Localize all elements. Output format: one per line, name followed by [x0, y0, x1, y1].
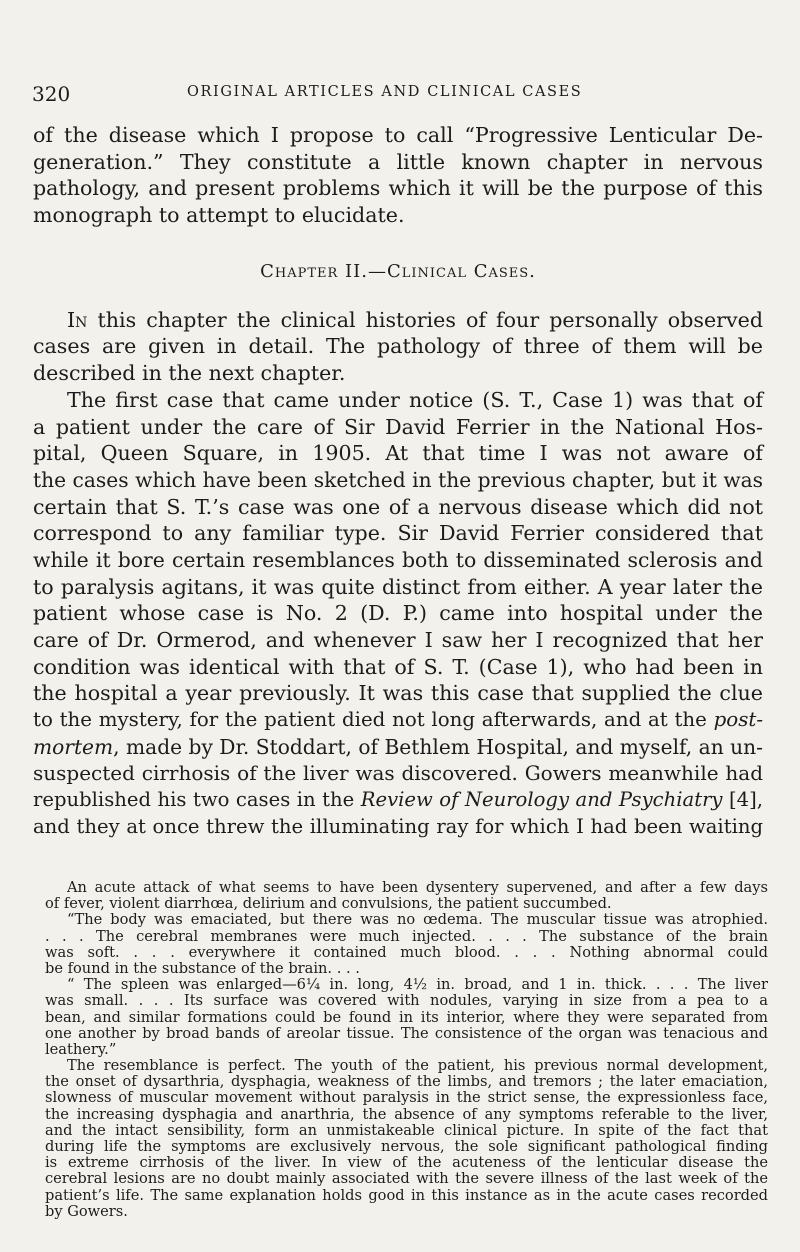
footnote-block: [45, 880, 768, 1220]
text-span: , made by Dr. Stoddart, of Bethlem Hospital, and myself, an un-: [113, 734, 763, 759]
text-line: suspected cirrhosis of the liver was discovered. Gowers meanwhile had: [33, 761, 763, 786]
italic-span: mortem: [33, 734, 114, 759]
footnote-line: and the intact sensibility, form an unmistakeable clinical picture. In spite of the fact that: [45, 1121, 768, 1139]
paragraph-lead-word: In: [67, 307, 88, 332]
text-line: The first case that came under notice (S. T., Case 1) was that of: [67, 387, 763, 412]
text-span: this chapter the clinical histories of four personally observed: [87, 307, 763, 332]
footnote-line: patient’s life. The same explanation holds good in this instance as in the acute cases recorded: [45, 1186, 768, 1204]
text-line: [33, 707, 763, 734]
text-line: condition was identical with that of S. T. (Case 1), who had been in: [33, 654, 763, 679]
footnote-line: The resemblance is perfect. The youth of the patient, his previous normal development,: [67, 1057, 768, 1075]
text-line: and they at once threw the illuminating ray for which I had been waiting: [33, 814, 763, 838]
footnote-line: by Gowers.: [45, 1202, 128, 1220]
text-line: [33, 307, 763, 334]
footnote-line: . . . The cerebral membranes were much injected. . . . The substance of the brain: [45, 927, 768, 945]
footnote-line: the onset of dysarthria, dysphagia, weakness of the limbs, and tremors ; the later emaciation,: [45, 1073, 768, 1091]
text-span: to the mystery, for the patient died not long afterwards, and at the: [33, 708, 714, 732]
text-line: monograph to attempt to elucidate.: [33, 203, 405, 228]
text-line: pathology, and present problems which it will be the purpose of this: [33, 176, 763, 201]
footnote-line: cerebral lesions are no doubt mainly associated with the severe illness of the last week of the: [45, 1170, 768, 1188]
footnote-line: during life the symptoms are exclusively nervous, the sole significant pathological finding: [45, 1138, 768, 1155]
footnote-line: be found in the substance of the brain. . . .: [45, 959, 360, 977]
footnote-line: was soft. . . . everywhere it contained much blood. . . . Nothing abnormal could: [45, 943, 768, 961]
text-line: [33, 734, 763, 761]
text-line: the cases which have been sketched in the previous chapter, but it was: [33, 467, 763, 492]
footnote-line: one another by broad bands of areolar tissue. The consistence of the organ was tenacious and: [45, 1024, 768, 1042]
main-text: [33, 122, 763, 841]
italic-span: post-: [713, 708, 763, 732]
footnote-line: leathery.”: [45, 1040, 117, 1058]
footnote-line: is extreme cirrhosis of the liver. In view of the acuteness of the lenticular disease the: [45, 1154, 768, 1172]
text-line: generation.” They constitute a little known chapter in nervous: [33, 149, 763, 174]
text-line: a patient under the care of Sir David Ferrier in the National Hos-: [33, 414, 763, 439]
footnote-line: bean, and similar formations could be found in its interior, where they were separated from: [45, 1008, 768, 1026]
text-line: certain that S. T.’s case was one of a nervous disease which did not: [33, 494, 763, 519]
text-line: [33, 787, 763, 814]
text-line: pital, Queen Square, in 1905. At that time I was not aware of: [33, 441, 763, 466]
text-line: of the disease which I propose to call “Progressive Lenticular De-: [33, 123, 763, 147]
footnote-line: “The body was emaciated, but there was no œdema. The muscular tissue was atrophied.: [67, 911, 768, 929]
text-span: republished his two cases in the: [33, 788, 361, 812]
running-head: ORIGINAL ARTICLES AND CLINICAL CASES: [187, 84, 583, 100]
text-line: correspond to any familiar type. Sir David Ferrier considered that: [33, 521, 763, 546]
page-number: 320: [32, 82, 71, 106]
text-line: care of Dr. Ormerod, and whenever I saw her I recognized that her: [33, 628, 763, 652]
text-line: the hospital a year previously. It was this case that supplied the clue: [33, 681, 763, 706]
footnote-line: slowness of muscular movement without paralysis in the strict sense, the expressionless face,: [45, 1089, 768, 1107]
text-line: while it bore certain resemblances both to disseminated sclerosis and: [33, 547, 763, 572]
text-line: described in the next chapter.: [33, 361, 346, 386]
italic-journal-title: Review of Neurology and Psychiatry: [360, 788, 723, 812]
footnote-line: the increasing dysphagia and anarthria, the absence of any symptoms referable to the liver,: [45, 1105, 768, 1123]
text-line: patient whose case is No. 2 (D. P.) came into hospital under the: [33, 601, 763, 626]
footnote-line: An acute attack of what seems to have been dysentery supervened, and after a few days: [67, 879, 768, 896]
page-header: [32, 82, 772, 112]
footnote-line: “ The spleen was enlarged—6¼ in. long, 4½ in. broad, and 1 in. thick. . . . The liver: [67, 976, 768, 994]
footnote-line: was small. . . . Its surface was covered with nodules, varying in size from a pea to a: [45, 992, 768, 1010]
chapter-heading: Chapter II.—Clinical Cases.: [260, 260, 536, 282]
text-span: [4],: [722, 788, 763, 812]
footnote-line: of fever, violent diarrhœa, delirium and convulsions, the patient succumbed.: [45, 895, 612, 913]
text-line: to paralysis agitans, it was quite distinct from either. A year later the: [33, 574, 763, 599]
text-line: cases are given in detail. The pathology of three of them will be: [33, 334, 763, 359]
